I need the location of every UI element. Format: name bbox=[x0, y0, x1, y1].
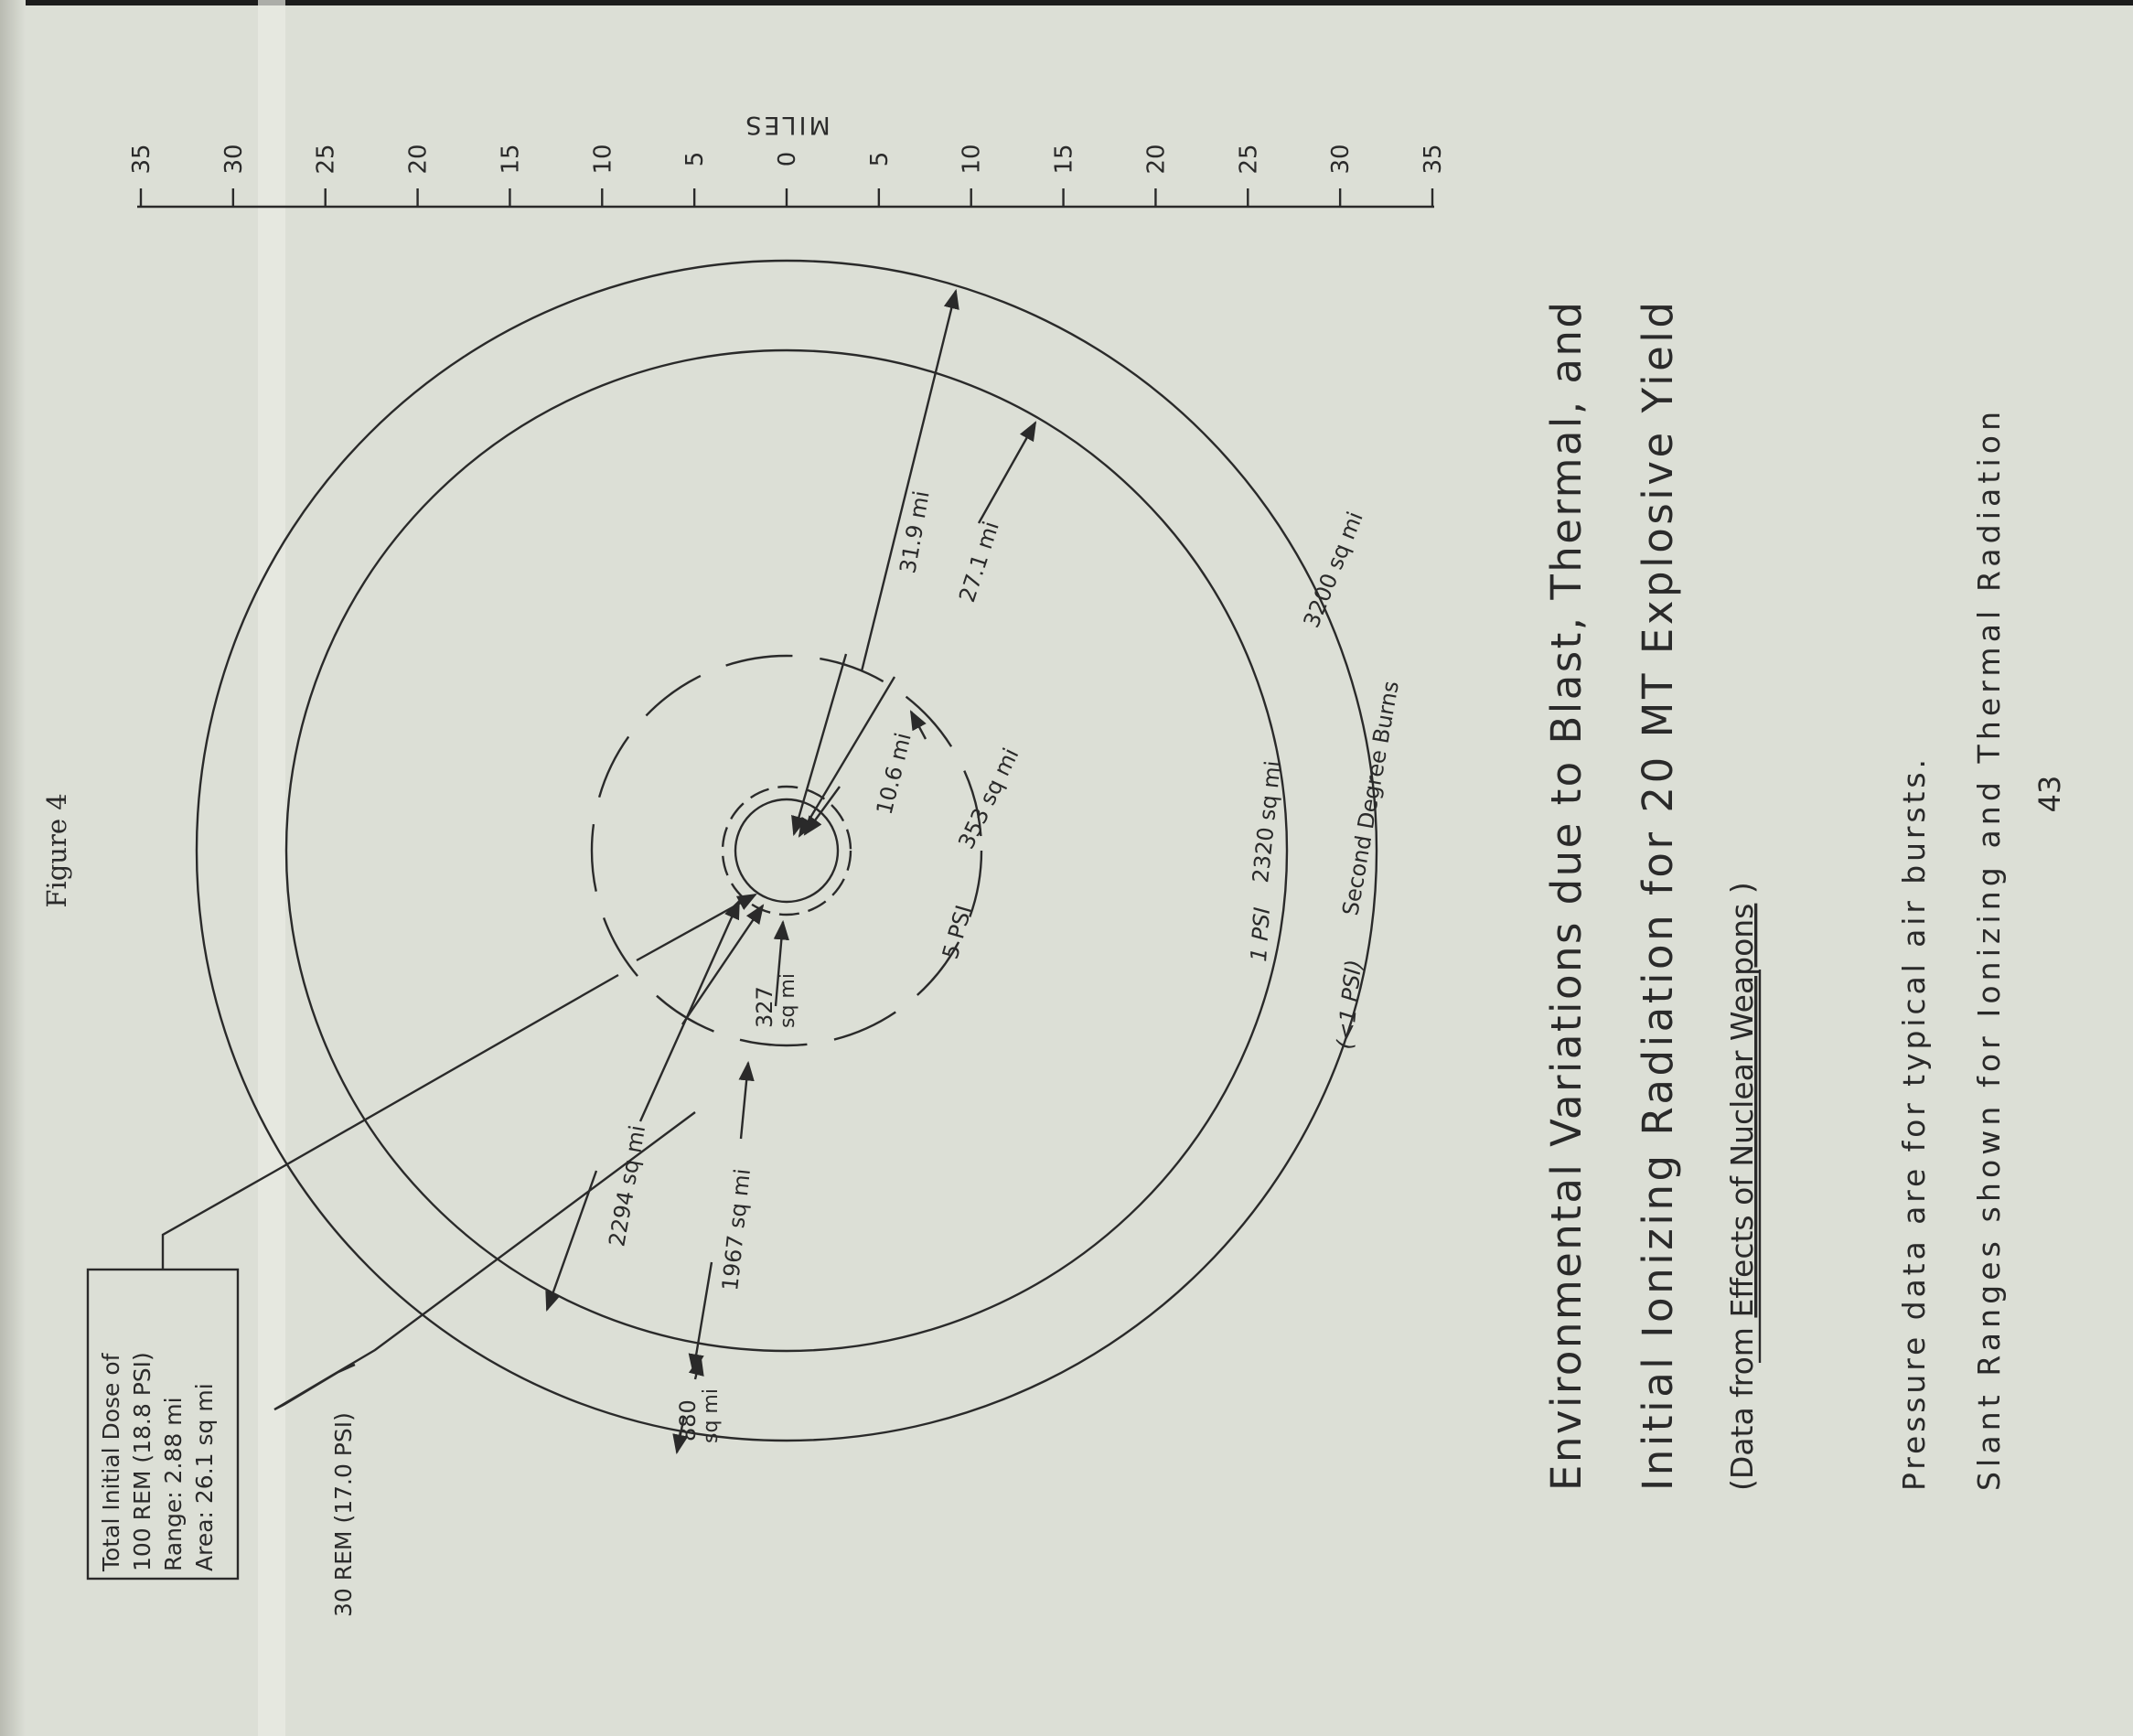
caption-source-suffix: ) bbox=[1724, 882, 1760, 895]
caption-source-title: Effects of Nuclear Weapons bbox=[1724, 903, 1760, 1318]
scale-tick-label: 0 bbox=[774, 151, 801, 167]
miles-scale bbox=[128, 111, 1447, 207]
label-2294-sq-mi: 2294 sq mi bbox=[604, 1123, 651, 1249]
radius-leaders bbox=[547, 291, 1035, 1452]
label-2320-sq-mi: 2320 sq mi bbox=[1248, 759, 1286, 884]
leader-inner-1 bbox=[637, 895, 756, 960]
scale-tick-label: 35 bbox=[128, 144, 155, 175]
label-27-1-mi: 27.1 mi bbox=[954, 518, 1004, 605]
circle-30-rem bbox=[723, 787, 851, 915]
label-327-unit: sq mi bbox=[777, 973, 799, 1028]
scale-tick-label: 10 bbox=[589, 144, 617, 175]
label-31-9-mi: 31.9 mi bbox=[895, 488, 935, 576]
caption-title-line-1: Environmental Variations due to Blast, Thermal, and bbox=[1542, 302, 1591, 1491]
leader-353-sq-mi bbox=[911, 712, 926, 739]
circle-2320-sq-mi bbox=[286, 350, 1287, 1351]
caption-title-line-2: Initial Ionizing Radiation for 20 MT Explosive Yield bbox=[1634, 301, 1682, 1491]
scale-tick-label: 20 bbox=[404, 144, 433, 175]
leader-31-9-mi-inner bbox=[794, 654, 846, 834]
scale-title: MILES bbox=[743, 111, 831, 139]
leader-1967-sq-mi-out bbox=[693, 1262, 712, 1372]
leader-1967-sq-mi-in bbox=[741, 1063, 748, 1139]
circle-100-rem bbox=[735, 799, 838, 902]
scale-tick-label: 30 bbox=[1327, 144, 1356, 175]
callout-line-4: Area: 26.1 sq mi bbox=[191, 1383, 218, 1571]
leader-31-9-mi bbox=[862, 291, 956, 671]
caption-source bbox=[1724, 882, 1760, 1491]
scale-tick-label: 5 bbox=[865, 151, 894, 167]
scale-tick-label: 30 bbox=[220, 144, 248, 175]
callout-line-2: 100 REM (18.8 PSI) bbox=[129, 1352, 155, 1571]
scale-tick-label: 25 bbox=[312, 144, 340, 175]
label-second-degree-burns: Second Degree Burns bbox=[1337, 679, 1405, 918]
callout-line-1: Total Initial Dose of bbox=[98, 1353, 124, 1571]
caption-note-1: Pressure data are for typical air bursts. bbox=[1896, 759, 1932, 1491]
caption bbox=[1542, 302, 2007, 1491]
callout-line-3: Range: 2.88 mi bbox=[160, 1397, 187, 1571]
label-less-than-1-psi: (<1 PSI) bbox=[1332, 958, 1367, 1051]
leader-27-1-mi bbox=[979, 423, 1035, 523]
caption-source-prefix: (Data from bbox=[1724, 1317, 1760, 1491]
figure-label: Figure 4 bbox=[41, 793, 72, 908]
label-1-psi: 1 PSI bbox=[1246, 906, 1276, 963]
label-3200-sq-mi: 3200 sq mi bbox=[1298, 508, 1368, 632]
dose-callout bbox=[88, 975, 695, 1579]
label-327: 327 bbox=[752, 986, 777, 1028]
rem30-label: 30 REM (17.0 PSI) bbox=[330, 1412, 357, 1617]
circle-3200-sq-mi bbox=[197, 261, 1377, 1441]
label-10-6-mi: 10.6 mi bbox=[871, 730, 916, 818]
page-number: 43 bbox=[2032, 775, 2067, 813]
scale-tick-label: 5 bbox=[681, 151, 710, 167]
caption-note-2: Slant Ranges shown for Ionizing and Thermal Radiation bbox=[1971, 411, 2007, 1491]
scale-tick-label: 35 bbox=[1420, 144, 1447, 175]
label-880: 880 bbox=[675, 1399, 701, 1441]
scale-ticks bbox=[128, 144, 1447, 207]
scale-tick-label: 25 bbox=[1235, 144, 1263, 175]
label-880-unit: sq mi bbox=[700, 1388, 723, 1443]
leader-10-6-mi bbox=[805, 787, 840, 834]
leader-2294-sq-mi-in bbox=[640, 901, 739, 1121]
label-353-sq-mi: 353 sq mi bbox=[953, 744, 1024, 853]
radius-circles bbox=[197, 261, 1377, 1441]
scale-tick-label: 15 bbox=[1050, 144, 1078, 175]
leader-inner-2 bbox=[682, 906, 763, 1024]
callout-leader bbox=[163, 975, 618, 1270]
label-5-psi: 5 PSI bbox=[937, 902, 978, 962]
scale-tick-label: 10 bbox=[958, 144, 986, 175]
scale-tick-label: 15 bbox=[497, 144, 525, 175]
scale-tick-label: 20 bbox=[1142, 144, 1171, 175]
label-1967-sq-mi: 1967 sq mi bbox=[717, 1167, 756, 1292]
